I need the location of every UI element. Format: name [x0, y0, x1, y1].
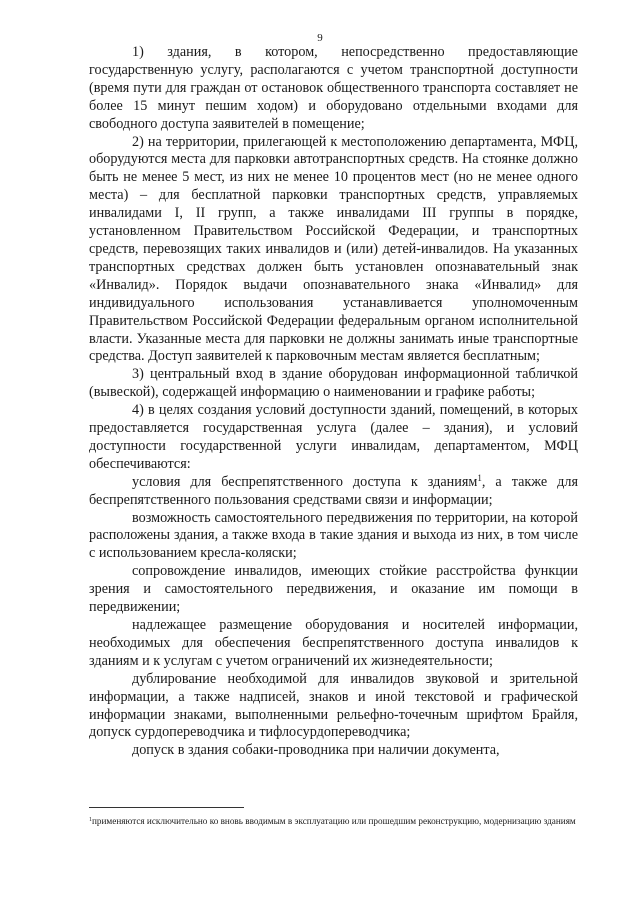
paragraph-information-duplication: дублирование необходимой для инвалидов звуковой и зрительной информации, а также надписей, знаков и иной текстовой и графической информации знаками, выполненными рельефно-точечным шрифтом Брайля, допуск сурдопереводчика и тифлосурдопереводчика; — [89, 670, 578, 741]
footnote-marker: 1 — [89, 817, 92, 823]
footnote — [89, 815, 578, 829]
document-body — [89, 44, 578, 760]
paragraph-escort: сопровождение инвалидов, имеющих стойкие расстройства функции зрения и самостоятельного передвижения, и оказание им помощи в передвижении; — [89, 563, 578, 616]
paragraph-buildings-location: 1) здания, в котором, непосредственно предоставляющие государственную услугу, располагаются с учетом транспортной доступности (время пути для граждан от остановок общественного транспорта составляет не более 15 минут пешим ходом) и оборудовано отдельными входами для свободного доступа заявителей в помещение; — [89, 44, 578, 132]
paragraph-independent-movement: возможность самостоятельного передвижения по территории, на которой расположены здания, а также входа в такие здания и выхода из них, в том числе с использованием кресла-коляски; — [89, 509, 578, 562]
unobstructed-access-text-start: условия для беспрепятственного доступа к зданиям — [132, 473, 478, 490]
paragraph-parking: 2) на территории, прилегающей к местоположению департамента, МФЦ, оборудуются места для парковки автотранспортных средств. На стоянке должно быть не менее 5 мест, из них не менее 10 процентов мест (но не менее одного места) – для бесплатной парковки транспортных средств, управляемых инвалидами I, II групп, а также инвалидами III группы в порядке, установленном Правительством Российской Федерации, и транспортных средств, перевозящих таких инвалидов и (или) детей-инвалидов. На указанных транспортных средствах должен быть установлен опознавательный знак «Инвалид». Порядок выдачи опознавательного знака «Инвалид» для индивидуального использования устанавливается уполномоченным Правительством Российской Федерации федеральным органом исполнительной власти. Указанные места для парковки не должны занимать иные транспортные средства. Доступ заявителей к парковочным местам является бесплатным; — [89, 133, 578, 365]
unobstructed-access-text-end: , а также для беспрепятственного пользования средствами связи и информации; — [89, 473, 578, 508]
footnote-divider — [89, 807, 244, 808]
footnote-text: применяются исключительно ко вновь вводимым в эксплуатацию или прошедшим реконструкцию, модернизацию зданиям — [92, 816, 576, 826]
paragraph-equipment-placement: надлежащее размещение оборудования и носителей информации, необходимых для обеспечения беспрепятственного доступа инвалидов к зданиям и к услугам с учетом ограничений их жизнедеятельности; — [89, 617, 578, 669]
page-number: 9 — [317, 32, 323, 44]
paragraph-central-entrance: 3) центральный вход в здание оборудован информационной табличкой (вывеской), содержащей информацию о наименовании и графике работы; — [89, 366, 578, 401]
footnote-reference[interactable]: 1 — [477, 472, 482, 483]
paragraph-accessibility-conditions: 4) в целях создания условий доступности зданий, помещений, в которых предоставляется государственная услуга (далее – здания), и условий доступности государственной услуги инвалидам, департаментом, МФЦ обеспечиваются: — [89, 402, 578, 472]
paragraph-unobstructed-access — [89, 474, 578, 510]
paragraph-guide-dog: допуск в здания собаки-проводника при наличии документа, — [132, 742, 500, 759]
